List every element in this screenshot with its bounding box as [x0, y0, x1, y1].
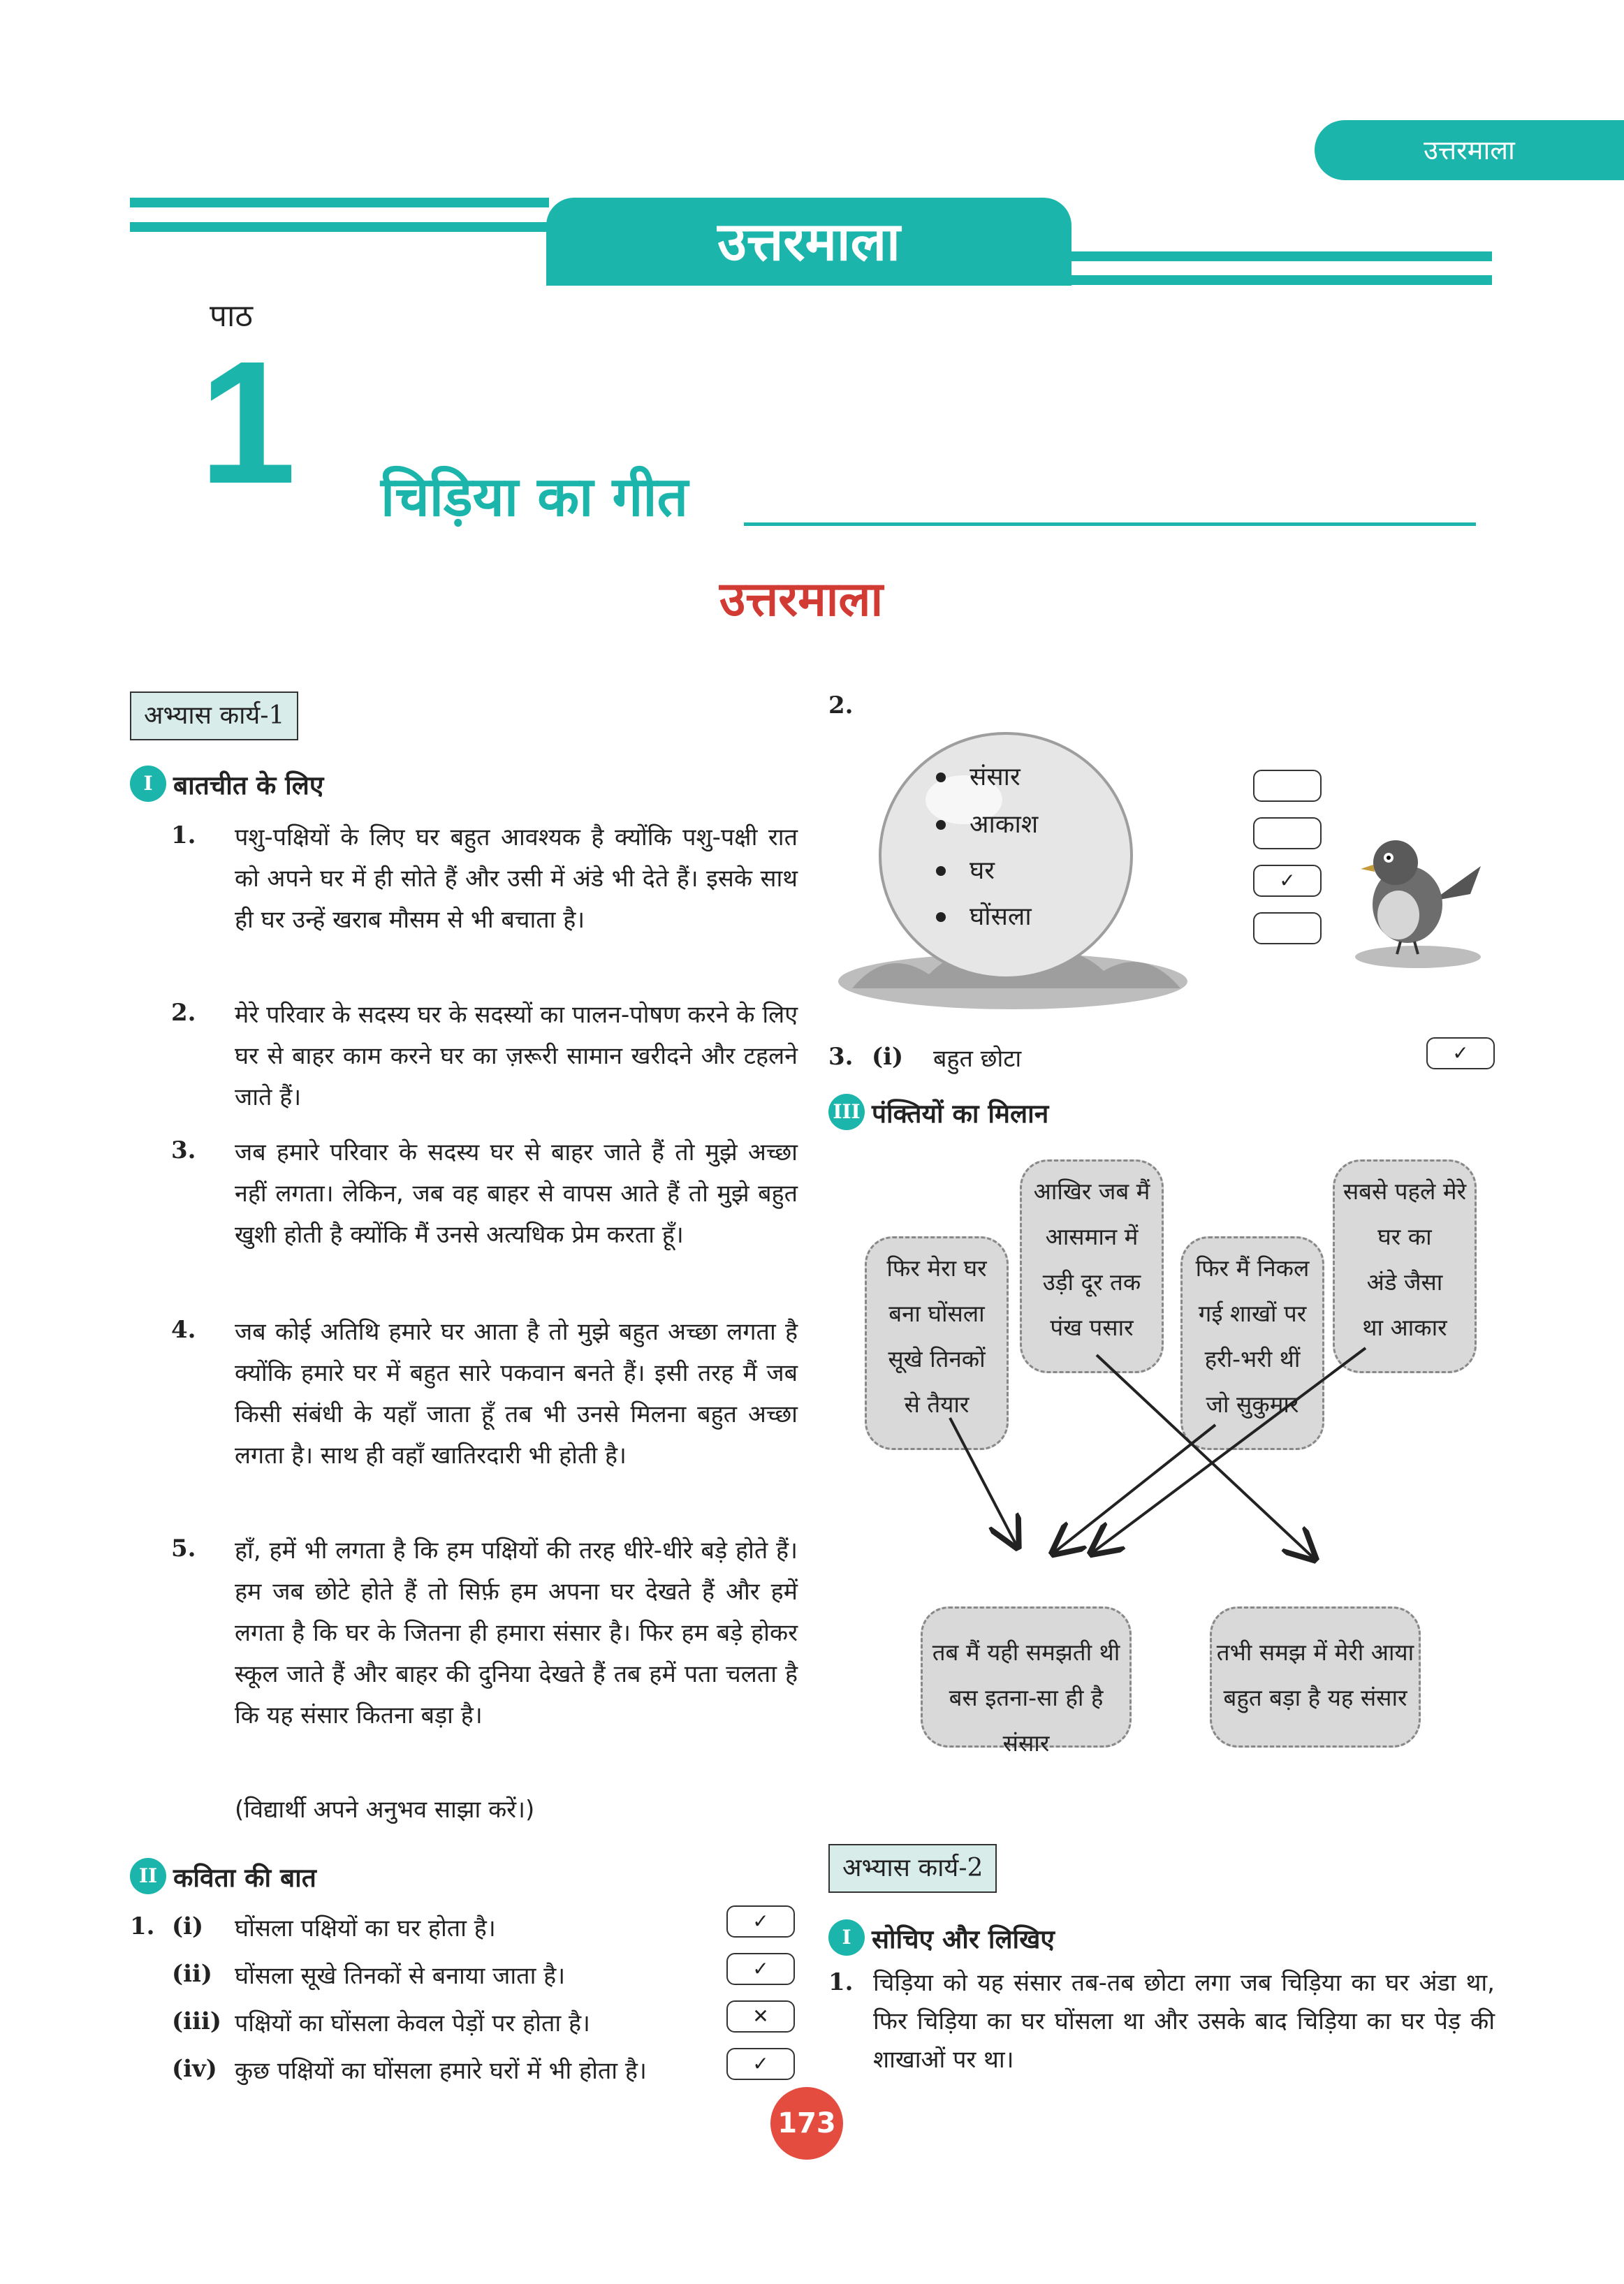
- banner-line-top-right: [1069, 251, 1492, 261]
- section-i-badge: I: [130, 766, 166, 802]
- section-iii-badge: III: [828, 1094, 865, 1130]
- question-2-number: 2.: [828, 691, 854, 719]
- tf-1-mark-box[interactable]: ✓: [726, 1905, 795, 1938]
- match-top-1-line-4: से तैयार: [904, 1391, 970, 1418]
- match-top-3-line-3: हरी-भरी थीं: [1204, 1345, 1301, 1372]
- tf-4-text: कुछ पक्षियों का घोंसला हमारे घरों में भी होता है।: [235, 2057, 647, 2085]
- egg-option-1-text: संसार: [970, 763, 1021, 791]
- question-3-answer: बहुत छोटा: [933, 1045, 1022, 1073]
- match-bottom-1-line-2: बस इतना-सा ही है संसार: [949, 1684, 1104, 1757]
- match-top-4-line-2: घर का: [1377, 1223, 1432, 1250]
- arrow-3: [1055, 1425, 1215, 1552]
- tf-2-mark-box[interactable]: ✓: [726, 1953, 795, 1985]
- match-top-3-line-4: जो सुकुमार: [1206, 1391, 1299, 1418]
- header-tab: उत्तरमाला: [1315, 120, 1624, 180]
- egg-option-1-box[interactable]: [1253, 770, 1322, 802]
- answer-4-text: जब कोई अतिथि हमारे घर आता है तो मुझे बहुत अच्छा लगता है क्योंकि हमारे घर में बहुत सारे पकवान बनते हैं। इसी तरह मैं जब किसी संबंधी के यहाँ जाता हूँ तब भी उनसे मिलना बहुत अच्छा लगता है। साथ ही वहाँ खातिरदारी भी होती है।: [235, 1318, 798, 1470]
- chapter-subtitle: उत्तरमाला: [719, 572, 884, 627]
- section-ii-title: कविता की बात: [173, 1862, 316, 1893]
- match-top-3-line-1: फिर मैं निकल: [1195, 1254, 1310, 1282]
- chapter-number: 1: [199, 325, 297, 520]
- answer-2-number: 2.: [171, 999, 196, 1027]
- answer-ex2-1-number: 1.: [828, 1968, 854, 1996]
- egg-option-2-text: आकाश: [970, 810, 1039, 839]
- tf-1-label: (i): [172, 1912, 204, 1940]
- section-i2-title: सोचिए और लिखिए: [872, 1924, 1055, 1954]
- match-top-2-line-3: उड़ी दूर तक: [1042, 1268, 1141, 1296]
- section-i2-heading: [828, 1919, 1055, 1956]
- egg-option-2-bullet: [936, 820, 946, 830]
- answer-1-number: 1.: [171, 821, 196, 849]
- exercise-1-label: अभ्यास कार्य-1: [130, 691, 298, 740]
- match-arrows: [824, 1118, 1495, 1579]
- tf-1-text: घोंसला पक्षियों का घर होता है।: [235, 1915, 496, 1942]
- match-top-1-line-2: बना घोंसला: [888, 1300, 985, 1327]
- match-top-4-line-1: सबसे पहले मेरे: [1343, 1178, 1467, 1205]
- answer-4-number: 4.: [171, 1316, 196, 1344]
- match-top-3-line-2: गई शाखों पर: [1198, 1300, 1307, 1327]
- answer-2-text: मेरे परिवार के सदस्य घर के सदस्यों का पालन-पोषण करने के लिए घर से बाहर काम करने घर का ज़रूरी सामान खरीदने और टहलने जाते हैं।: [235, 1001, 798, 1111]
- page-number: 173: [770, 2087, 843, 2160]
- tf-3-label: (iii): [172, 2007, 221, 2035]
- tf-3-text: पक्षियों का घोंसला केवल पेड़ों पर होता है।: [235, 2010, 590, 2037]
- answer-3-text: जब हमारे परिवार के सदस्य घर से बाहर जाते हैं तो मुझे अच्छा नहीं लगता। लेकिन, जब वह बाहर से वापस आते हैं तो मुझे बहुत खुशी होती है क्योंकि मैं उनसे अत्यधिक प्रेम करता हूँ।: [235, 1139, 798, 1249]
- egg-option-4-box[interactable]: [1253, 912, 1322, 944]
- answer-5-text: हाँ, हमें भी लगता है कि हम पक्षियों की तरह धीरे-धीरे बड़े होते हैं। हम जब छोटे होते हैं तो सिर्फ़ हम अपना घर देखते हैं और हमें लगता है कि घर के जितना ही हमारा संसार है। फिर हम बड़े होकर स्कूल जाते हैं और बाहर की दुनिया देखते हैं तब हमें पता चलता है कि यह संसार कितना बड़ा है।: [235, 1537, 798, 1729]
- question-3-label: (i): [872, 1043, 904, 1071]
- egg-option-4-bullet: [936, 912, 946, 922]
- egg-option-4-text: घोंसला: [970, 902, 1032, 931]
- match-top-4-line-4: था आकार: [1362, 1314, 1447, 1341]
- banner-line-bottom-left: [130, 222, 549, 232]
- section-i2-badge: I: [828, 1919, 865, 1956]
- chapter-title: चिड़िया का गीत: [381, 466, 689, 529]
- tf-4-mark-box[interactable]: ✓: [726, 2048, 795, 2080]
- egg-option-2-box[interactable]: [1253, 817, 1322, 849]
- match-top-2-line-4: पंख पसार: [1050, 1314, 1134, 1341]
- match-top-2-line-1: आखिर जब मैं: [1033, 1178, 1150, 1205]
- answer-3-number: 3.: [171, 1136, 196, 1164]
- match-bottom-2-line-2: बहुत बड़ा है यह संसार: [1223, 1684, 1407, 1711]
- match-top-4-line-3: अंडे जैसा: [1366, 1268, 1443, 1296]
- arrow-4: [1093, 1348, 1366, 1552]
- match-bottom-1-line-1: तब मैं यही समझती थी: [932, 1639, 1120, 1666]
- answer-ex2-1-text: चिड़िया को यह संसार तब-तब छोटा लगा जब चिड़िया का घर अंडा था, फिर चिड़िया का घर घोंसला था और उसके बाद चिड़िया का घर पेड़ की शाखाओं पर था।: [873, 1969, 1495, 2074]
- chapter-title-underline: [744, 522, 1476, 526]
- tf-3-mark-box[interactable]: ✕: [726, 2000, 795, 2033]
- arrow-2: [1097, 1355, 1313, 1558]
- match-bottom-1: [921, 1606, 1132, 1757]
- answer-1-text: पशु-पक्षियों के लिए घर बहुत आवश्यक है क्योंकि पशु-पक्षी रात को अपने घर में ही सोते हैं और उसी में अंडे भी देते हैं। इसके साथ ही घर उन्हें खराब मौसम से भी बचाता है।: [235, 823, 798, 934]
- match-top-2-line-2: आसमान में: [1045, 1223, 1139, 1250]
- exercise-2-label: अभ्यास कार्य-2: [828, 1844, 997, 1893]
- section-i-title: बातचीत के लिए: [173, 770, 324, 800]
- chapter-label: पाठ: [210, 298, 253, 334]
- answer-5-number: 5.: [171, 1535, 196, 1562]
- section-iii-title: पंक्तियों का मिलान: [872, 1098, 1049, 1129]
- egg-option-3-bullet: [936, 866, 946, 876]
- question-3-number: 3.: [828, 1043, 854, 1071]
- egg-option-3-text: घर: [970, 856, 995, 885]
- bird-illustration: [1348, 824, 1488, 971]
- section-ii-heading: [130, 1858, 316, 1894]
- match-bottom-2-line-1: तभी समझ में मेरी आया: [1216, 1639, 1414, 1666]
- match-top-1-line-3: सूखे तिनकों: [888, 1345, 986, 1372]
- banner-line-bottom-right: [1069, 275, 1492, 285]
- match-top-1-line-1: फिर मेरा घर: [886, 1254, 987, 1282]
- tf-question-number: 1.: [130, 1912, 155, 1940]
- question-3-mark-box[interactable]: ✓: [1426, 1037, 1495, 1069]
- banner-title: उत्तरमाला: [546, 198, 1071, 286]
- match-bottom-2: [1210, 1606, 1421, 1748]
- banner-line-top-left: [130, 198, 549, 207]
- section-i-heading: [130, 766, 323, 802]
- tf-2-label: (ii): [172, 1960, 213, 1988]
- egg-option-3-box[interactable]: ✓: [1253, 865, 1322, 897]
- student-note: (विद्यार्थी अपने अनुभव साझा करें।): [235, 1796, 535, 1824]
- arrow-1: [950, 1418, 1016, 1545]
- egg-option-1-bullet: [936, 773, 946, 782]
- section-ii-badge: II: [130, 1858, 166, 1894]
- tf-2-text: घोंसला सूखे तिनकों से बनाया जाता है।: [235, 1962, 566, 1990]
- tf-4-label: (iv): [172, 2055, 217, 2083]
